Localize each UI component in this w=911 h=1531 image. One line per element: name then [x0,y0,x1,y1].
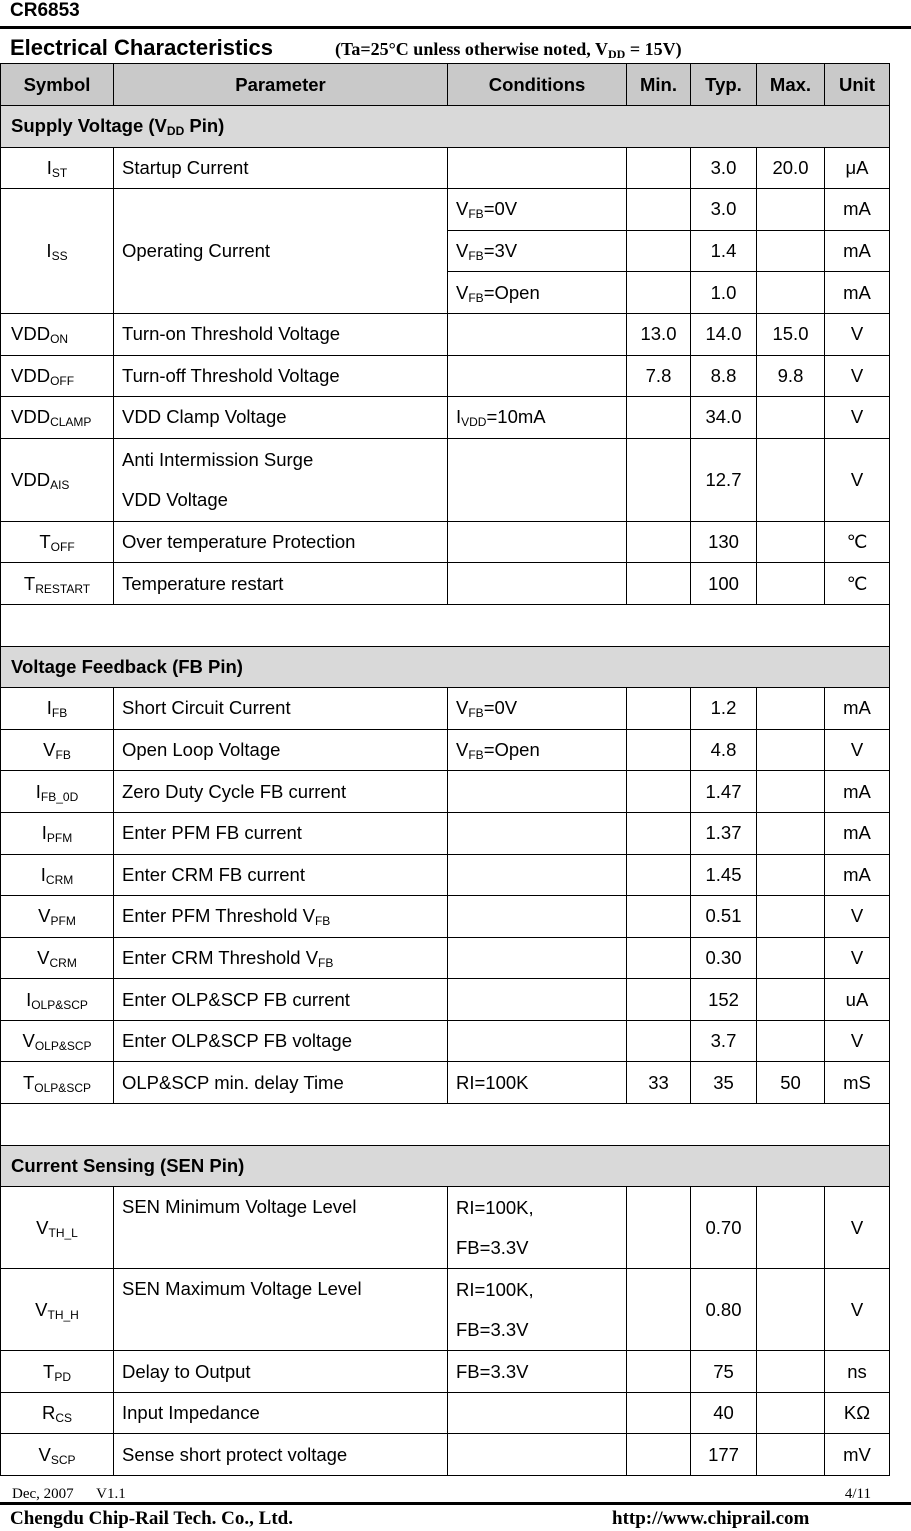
conditions-cell [448,937,627,979]
unit-cell: V [825,313,890,355]
conditions-cell [448,1020,627,1062]
max-cell [757,1020,825,1062]
unit-cell: V [825,355,890,397]
table-row [1,979,890,1021]
min-cell [627,896,691,938]
unit-cell: ℃ [825,521,890,563]
max-cell [757,438,825,521]
min-cell [627,397,691,439]
unit-cell: V [825,1187,890,1269]
parameter-cell: Input Impedance [114,1392,448,1434]
parameter-cell: Enter OLP&SCP FB current [114,979,448,1021]
unit-cell: mA [825,189,890,231]
max-cell [757,272,825,314]
parameter-cell: Open Loop Voltage [114,729,448,771]
typ-cell: 1.45 [691,854,757,896]
min-cell [627,688,691,730]
parameter-cell: OLP&SCP min. delay Time [114,1062,448,1104]
typ-cell: 1.37 [691,812,757,854]
parameter-cell: Temperature restart [114,563,448,605]
min-cell: 33 [627,1062,691,1104]
max-cell [757,563,825,605]
typ-cell: 3.7 [691,1020,757,1062]
unit-cell: uA [825,979,890,1021]
spacer-cell [1,604,890,646]
min-cell [627,272,691,314]
conditions-cell: RI=100K, FB=3.3V [448,1187,627,1269]
symbol-cell: $T_{RESTART}$ [1,563,114,605]
table-row [1,438,890,521]
unit-cell: mA [825,854,890,896]
typ-cell: 0.80 [691,1269,757,1351]
col-header-max: Max. [757,64,825,106]
symbol-cell: $I_{FB\_0D}$ [1,771,114,813]
parameter-cell: Enter OLP&SCP FB voltage [114,1020,448,1062]
parameter-cell: Enter CRM Threshold $V_{FB}$ [114,937,448,979]
min-cell [627,147,691,189]
parameter-cell: Operating Current [114,189,448,314]
col-header-symbol: Symbol [1,64,114,106]
table-header-row [1,64,890,106]
min-cell [627,771,691,813]
unit-cell: V [825,729,890,771]
unit-cell: KΩ [825,1392,890,1434]
max-cell: 9.8 [757,355,825,397]
parameter-cell: Turn-on Threshold Voltage [114,313,448,355]
max-cell [757,1269,825,1351]
typ-cell: 3.0 [691,147,757,189]
unit-cell: ns [825,1351,890,1393]
symbol-cell: $I_{CRM}$ [1,854,114,896]
parameter-cell: Enter CRM FB current [114,854,448,896]
symbol-cell: $V_{FB}$ [1,729,114,771]
typ-cell: 1.4 [691,230,757,272]
col-header-typ: Typ. [691,64,757,106]
table-row [1,771,890,813]
table-row [1,1187,890,1269]
max-cell [757,1351,825,1393]
symbol-cell: $VDD_{AIS}$ [1,438,114,521]
typ-cell: 12.7 [691,438,757,521]
typ-cell: 1.47 [691,771,757,813]
section-conditions: (Ta=25°C unless otherwise noted, $V_{DD} = 15V$) [335,39,682,61]
max-cell [757,1434,825,1476]
max-cell [757,812,825,854]
electrical-characteristics-table [0,63,890,1476]
max-cell [757,854,825,896]
min-cell [627,521,691,563]
min-cell: 13.0 [627,313,691,355]
spacer-row [1,1104,890,1146]
footer-version: V1.1 [96,1486,126,1502]
parameter-cell: Enter PFM FB current [114,812,448,854]
table-row [1,1392,890,1434]
min-cell [627,1434,691,1476]
typ-cell: 100 [691,563,757,605]
min-cell [627,979,691,1021]
typ-cell: 35 [691,1062,757,1104]
min-cell: 7.8 [627,355,691,397]
col-header-unit: Unit [825,64,890,106]
table-row [1,1434,890,1476]
table-row [1,147,890,189]
unit-cell: mA [825,771,890,813]
typ-cell: 40 [691,1392,757,1434]
typ-cell: 1.2 [691,688,757,730]
symbol-cell: $V_{CRM}$ [1,937,114,979]
symbol-cell: $V_{TH\_L}$ [1,1187,114,1269]
conditions-cell [448,1434,627,1476]
typ-cell: 8.8 [691,355,757,397]
typ-cell: 75 [691,1351,757,1393]
table-row [1,313,890,355]
unit-cell: V [825,937,890,979]
parameter-cell: Over temperature Protection [114,521,448,563]
max-cell [757,688,825,730]
symbol-cell: $V_{OLP\&SCP}$ [1,1020,114,1062]
symbol-cell: $V_{SCP}$ [1,1434,114,1476]
section-row-supply [1,106,890,148]
conditions-cell [448,563,627,605]
conditions-cell [448,1392,627,1434]
table-row [1,355,890,397]
max-cell [757,729,825,771]
footer-rule [0,1502,911,1505]
parameter-cell: SEN Minimum Voltage Level [114,1187,448,1269]
min-cell [627,563,691,605]
min-cell [627,1351,691,1393]
conditions-cell [448,896,627,938]
section-row-fb [1,646,890,688]
max-cell: 20.0 [757,147,825,189]
unit-cell: mS [825,1062,890,1104]
conditions-cell: $V_{FB}=Open$ [448,729,627,771]
parameter-cell: Short Circuit Current [114,688,448,730]
max-cell [757,937,825,979]
min-cell [627,729,691,771]
min-cell [627,1020,691,1062]
conditions-cell [448,979,627,1021]
section-title: Electrical Characteristics [10,35,273,60]
max-cell [757,397,825,439]
table-row [1,1351,890,1393]
conditions-cell: $V_{FB}=3V$ [448,230,627,272]
typ-cell: 130 [691,521,757,563]
max-cell [757,189,825,231]
symbol-cell: $VDD_{ON}$ [1,313,114,355]
max-cell: 50 [757,1062,825,1104]
footer-date-version [12,1486,126,1502]
unit-cell: mA [825,688,890,730]
unit-cell: ℃ [825,563,890,605]
conditions-cell [448,147,627,189]
symbol-cell: $I_{FB}$ [1,688,114,730]
table-row [1,937,890,979]
typ-cell: 0.70 [691,1187,757,1269]
unit-cell: V [825,438,890,521]
min-cell [627,189,691,231]
unit-cell: mA [825,272,890,314]
max-cell [757,1187,825,1269]
unit-cell: V [825,1269,890,1351]
conditions-cell: $V_{FB}=Open$ [448,272,627,314]
section-label: Supply Voltage ($V_{DD}$ Pin) [1,106,890,148]
col-header-conditions: Conditions [448,64,627,106]
min-cell [627,1187,691,1269]
typ-cell: 3.0 [691,189,757,231]
footer-date: Dec, 2007 [12,1486,74,1502]
section-label: Voltage Feedback (FB Pin) [1,646,890,688]
conditions-cell [448,812,627,854]
typ-cell: 177 [691,1434,757,1476]
symbol-cell: $T_{PD}$ [1,1351,114,1393]
unit-cell: μA [825,147,890,189]
parameter-cell: SEN Maximum Voltage Level [114,1269,448,1351]
max-cell [757,896,825,938]
unit-cell: mV [825,1434,890,1476]
parameter-cell: Sense short protect voltage [114,1434,448,1476]
table-row [1,688,890,730]
unit-cell: V [825,1020,890,1062]
conditions-cell [448,313,627,355]
min-cell [627,438,691,521]
max-cell [757,521,825,563]
parameter-cell: Turn-off Threshold Voltage [114,355,448,397]
parameter-cell: VDD Clamp Voltage [114,397,448,439]
max-cell: 15.0 [757,313,825,355]
min-cell [627,812,691,854]
conditions-cell [448,771,627,813]
unit-cell: mA [825,230,890,272]
table-row [1,189,890,231]
symbol-cell: $I_{SS}$ [1,189,114,314]
max-cell [757,1392,825,1434]
max-cell [757,771,825,813]
conditions-cell: $V_{FB}=0V$ [448,189,627,231]
table-row [1,729,890,771]
conditions-cell: RI=100K, FB=3.3V [448,1269,627,1351]
part-number: CR6853 [10,0,80,21]
table-row [1,854,890,896]
symbol-cell: $V_{TH\_H}$ [1,1269,114,1351]
section-row-sen [1,1145,890,1187]
typ-cell: 152 [691,979,757,1021]
unit-cell: V [825,896,890,938]
symbol-cell: $VDD_{OFF}$ [1,355,114,397]
typ-cell: 0.30 [691,937,757,979]
symbol-cell: $I_{PFM}$ [1,812,114,854]
min-cell [627,854,691,896]
parameter-cell: Anti Intermission Surge VDD Voltage [114,438,448,521]
table-row [1,812,890,854]
max-cell [757,230,825,272]
header-rule [0,26,911,29]
max-cell [757,979,825,1021]
conditions-cell [448,854,627,896]
typ-cell: 1.0 [691,272,757,314]
symbol-cell: $T_{OFF}$ [1,521,114,563]
symbol-cell: $R_{CS}$ [1,1392,114,1434]
table-row [1,1062,890,1104]
section-label: Current Sensing (SEN Pin) [1,1145,890,1187]
conditions-cell: $I_{VDD}=10mA$ [448,397,627,439]
typ-cell: 4.8 [691,729,757,771]
min-cell [627,937,691,979]
symbol-cell: $I_{OLP\&SCP}$ [1,979,114,1021]
typ-cell: 34.0 [691,397,757,439]
parameter-cell: Delay to Output [114,1351,448,1393]
symbol-cell: $VDD_{CLAMP}$ [1,397,114,439]
parameter-cell: Startup Current [114,147,448,189]
conditions-cell [448,355,627,397]
conditions-cell: $V_{FB}=0V$ [448,688,627,730]
typ-cell: 14.0 [691,313,757,355]
table-row [1,563,890,605]
unit-cell: V [825,397,890,439]
table-row [1,397,890,439]
unit-cell: mA [825,812,890,854]
footer-company: Chengdu Chip-Rail Tech. Co., Ltd. [10,1508,293,1529]
footer-page-number: 4/11 [844,1486,871,1502]
min-cell [627,230,691,272]
symbol-cell: $I_{ST}$ [1,147,114,189]
parameter-cell: Zero Duty Cycle FB current [114,771,448,813]
typ-cell: 0.51 [691,896,757,938]
table-row [1,1020,890,1062]
conditions-cell [448,438,627,521]
min-cell [627,1392,691,1434]
table-row [1,1269,890,1351]
symbol-cell: $T_{OLP\&SCP}$ [1,1062,114,1104]
col-header-parameter: Parameter [114,64,448,106]
table-row [1,896,890,938]
parameter-cell: Enter PFM Threshold $V_{FB}$ [114,896,448,938]
conditions-cell [448,521,627,563]
table-row [1,521,890,563]
spacer-row [1,604,890,646]
spacer-cell [1,1104,890,1146]
conditions-cell: RI=100K [448,1062,627,1104]
min-cell [627,1269,691,1351]
conditions-cell: FB=3.3V [448,1351,627,1393]
col-header-min: Min. [627,64,691,106]
symbol-cell: $V_{PFM}$ [1,896,114,938]
footer-url-link[interactable]: http://www.chiprail.com [612,1508,810,1529]
